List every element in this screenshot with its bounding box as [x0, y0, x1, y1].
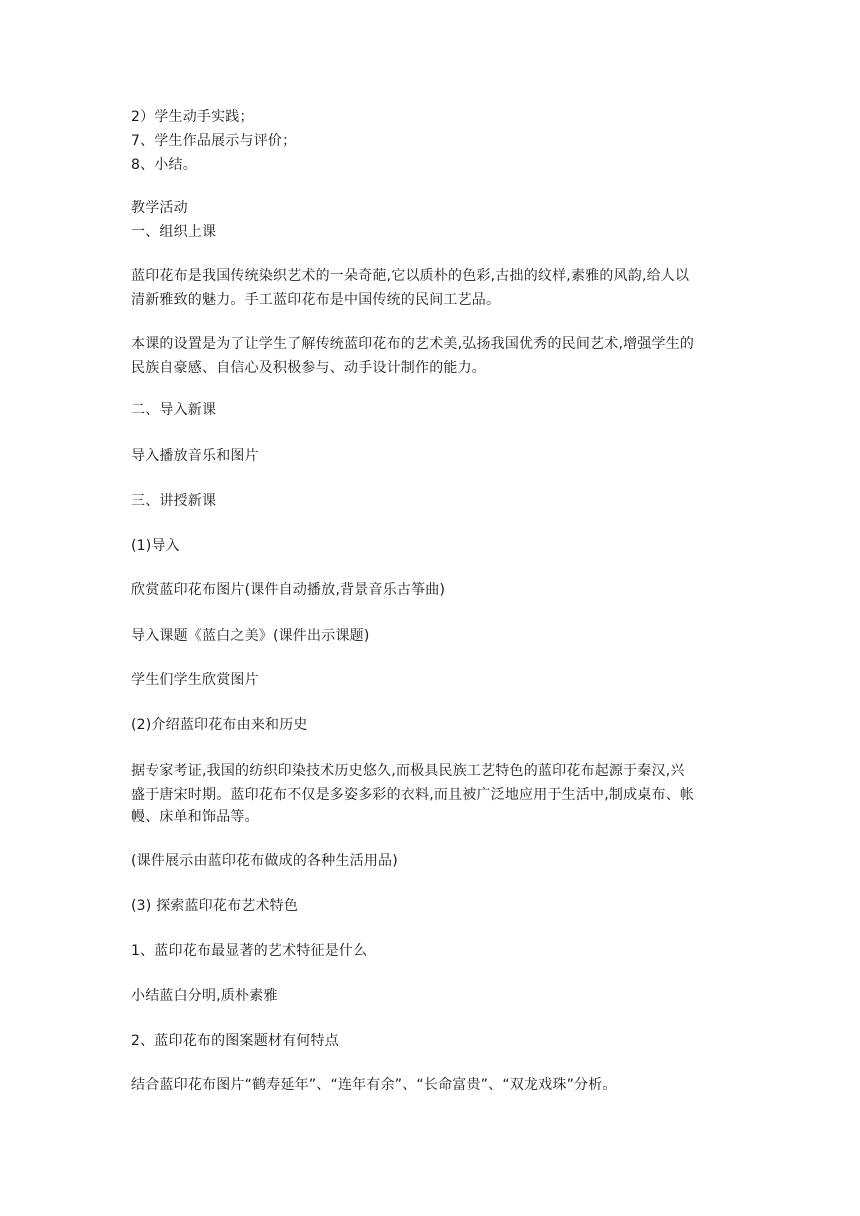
heading-teach-new: 三、讲授新课 — [131, 493, 217, 509]
step-7-evaluation: 7、学生作品展示与评价； — [131, 133, 297, 149]
summary-1: 小结蓝白分明,质朴素雅 — [131, 988, 278, 1004]
step-2-practice: 2）学生动手实践； — [131, 109, 254, 125]
paragraph-intro-line-1: 蓝印花布是我国传统染织艺术的一朵奇葩,它以质朴的色彩,古拙的纹样,素雅的风韵,给人以 — [131, 268, 690, 284]
text-lesson-title: 导入课题《蓝白之美》(课件出示课题) — [131, 628, 370, 644]
text-courseware-items: (课件展示由蓝印花布做成的各种生活用品) — [131, 853, 398, 869]
paragraph-history-line-1: 据专家考证,我国的纺织印染技术历史悠久,而极具民族工艺特色的蓝印花布起源于秦汉,兴 — [131, 763, 685, 779]
subheading-art-features: (3) 探索蓝印花布艺术特色 — [131, 898, 299, 914]
subheading-lead-in: (1)导入 — [131, 538, 180, 554]
heading-lead-in: 二、导入新课 — [131, 402, 217, 418]
subheading-history: (2)介绍蓝印花布由来和历史 — [131, 717, 308, 733]
paragraph-history-line-3: 幔、床单和饰品等。 — [131, 809, 259, 825]
step-8-summary: 8、小结。 — [131, 157, 197, 173]
question-1: 1、蓝印花布最显著的艺术特征是什么 — [131, 943, 368, 959]
paragraph-purpose-line-1: 本课的设置是为了让学生了解传统蓝印花布的艺术美,弘扬我国优秀的民间艺术,增强学生的 — [131, 336, 695, 352]
text-students-appreciate: 学生们学生欣赏图片 — [131, 672, 259, 688]
question-2: 2、蓝印花布的图案题材有何特点 — [131, 1033, 339, 1049]
text-pattern-analysis: 结合蓝印花布图片“鹤寿延年”、“连年有余”、“长命富贵”、“双龙戏珠”分析。 — [131, 1077, 617, 1093]
heading-organize-class: 一、组织上课 — [131, 224, 217, 240]
paragraph-intro-line-2: 清新雅致的魅力。手工蓝印花布是中国传统的民间工艺品。 — [131, 292, 501, 308]
paragraph-history-line-2: 盛于唐宋时期。蓝印花布不仅是多姿多彩的衣料,而且被广泛地应用于生活中,制成桌布、帐 — [131, 787, 695, 803]
text-play-music: 导入播放音乐和图片 — [131, 448, 259, 464]
text-appreciate-pictures: 欣赏蓝印花布图片(课件自动播放,背景音乐古筝曲) — [131, 582, 446, 598]
section-heading-activities: 教学活动 — [131, 200, 188, 216]
paragraph-purpose-line-2: 民族自豪感、自信心及积极参与、动手设计制作的能力。 — [131, 360, 486, 376]
